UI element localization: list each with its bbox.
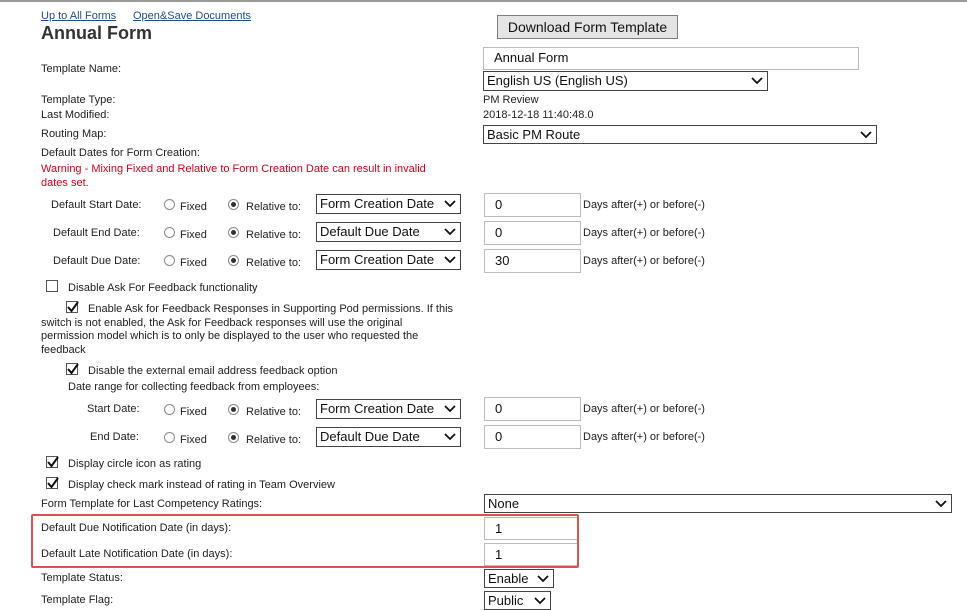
end-relative-value: Default Due Date: [320, 224, 420, 239]
chevron-down-icon: [444, 431, 456, 443]
date-range-heading: Date range for collecting feedback from employees:: [68, 381, 320, 393]
chevron-down-icon: [444, 403, 456, 415]
end-relative-radio[interactable]: [228, 227, 239, 238]
feedback-end-relative-radio[interactable]: [228, 432, 239, 443]
feedback-start-relative-select[interactable]: [316, 399, 461, 419]
feedback-end-days-input[interactable]: 0: [484, 425, 581, 449]
due-relative-radio[interactable]: [228, 255, 239, 266]
days-label: Days after(+) or before(-): [583, 431, 705, 443]
end-days-input[interactable]: 0: [484, 221, 581, 245]
warning-text-line1: Warning - Mixing Fixed and Relative to Form Creation Date can result in invalid: [41, 163, 426, 175]
feedback-start-relative-radio[interactable]: [228, 404, 239, 415]
relative-to-label: Relative to:: [246, 406, 302, 418]
relative-to-label: Relative to:: [246, 434, 302, 446]
checkmark-icon: [67, 300, 79, 314]
feedback-start-fixed-radio[interactable]: [164, 404, 175, 415]
checkmark-icon: [47, 455, 59, 469]
default-start-date-label: Default Start Date:: [51, 199, 142, 211]
enable-pod-permissions-label-line4: feedback: [41, 344, 86, 356]
highlight-box: [31, 514, 579, 568]
template-status-label: Template Status:: [41, 572, 123, 584]
template-type-value: PM Review: [483, 94, 539, 106]
feedback-start-date-label: Start Date:: [87, 403, 140, 415]
open-save-documents-link[interactable]: Open&Save Documents: [133, 10, 252, 22]
days-label: Days after(+) or before(-): [583, 227, 705, 239]
enable-pod-permissions-label-line2: switch is not enabled, the Ask for Feedback responses will use the original: [41, 317, 403, 329]
competency-template-value: None: [488, 496, 520, 511]
chevron-down-icon: [751, 75, 763, 87]
default-due-date-label: Default Due Date:: [53, 255, 141, 267]
end-fixed-radio[interactable]: [164, 227, 175, 238]
checkmark-icon: [47, 476, 59, 490]
relative-to-label: Relative to:: [246, 229, 302, 241]
circle-icon-rating-checkbox[interactable]: [46, 456, 58, 468]
end-relative-select[interactable]: [316, 222, 461, 242]
routing-map-label: Routing Map:: [41, 128, 107, 140]
feedback-start-relative-value: Form Creation Date: [320, 401, 435, 416]
template-type-label: Template Type:: [41, 94, 116, 106]
check-mark-rating-checkbox[interactable]: [46, 477, 58, 489]
page-title: Annual Form: [41, 23, 152, 43]
late-notification-label: Default Late Notification Date (in days):: [41, 548, 233, 560]
days-label: Days after(+) or before(-): [583, 403, 705, 415]
chevron-down-icon: [534, 595, 546, 607]
due-fixed-radio[interactable]: [164, 255, 175, 266]
fixed-label: Fixed: [180, 434, 207, 446]
template-flag-select[interactable]: [484, 591, 551, 610]
feedback-end-date-label: End Date:: [90, 431, 139, 443]
chevron-down-icon: [444, 198, 456, 210]
template-name-label: Template Name:: [41, 63, 122, 75]
late-notification-input[interactable]: 1: [484, 543, 578, 566]
start-relative-value: Form Creation Date: [320, 196, 435, 211]
relative-to-label: Relative to:: [246, 257, 302, 269]
download-template-button[interactable]: Download Form Template: [497, 15, 678, 39]
language-select-value: English US (English US): [487, 73, 628, 88]
chevron-down-icon: [860, 129, 872, 141]
disable-ask-feedback-label: Disable Ask For Feedback functionality: [68, 282, 258, 294]
due-days-input[interactable]: 30: [484, 249, 581, 273]
chevron-down-icon: [444, 254, 456, 266]
routing-map-select[interactable]: [483, 125, 877, 144]
feedback-end-relative-value: Default Due Date: [320, 429, 420, 444]
due-relative-value: Form Creation Date: [320, 252, 435, 267]
checkmark-icon: [67, 362, 79, 376]
up-to-all-forms-link[interactable]: Up to All Forms: [41, 10, 117, 22]
relative-to-label: Relative to:: [246, 201, 302, 213]
feedback-end-relative-select[interactable]: [316, 427, 461, 447]
fixed-label: Fixed: [180, 229, 207, 241]
template-flag-value: Public: [488, 593, 524, 608]
start-relative-radio[interactable]: [228, 199, 239, 210]
feedback-start-days-input[interactable]: 0: [484, 397, 581, 421]
default-dates-heading: Default Dates for Form Creation:: [41, 147, 200, 159]
due-notification-label: Default Due Notification Date (in days):: [41, 522, 232, 534]
default-end-date-label: Default End Date:: [53, 227, 140, 239]
template-status-value: Enable: [488, 571, 529, 586]
language-select[interactable]: [483, 71, 768, 91]
fixed-label: Fixed: [180, 201, 207, 213]
routing-map-value: Basic PM Route: [487, 127, 581, 142]
last-modified-label: Last Modified:: [41, 109, 110, 121]
start-days-input[interactable]: 0: [484, 193, 581, 217]
disable-ask-feedback-checkbox[interactable]: [46, 280, 58, 292]
check-mark-rating-label: Display check mark instead of rating in Team Overview: [68, 479, 335, 491]
start-fixed-radio[interactable]: [164, 199, 175, 210]
enable-pod-permissions-label-line1: Enable Ask for Feedback Responses in Supporting Pod permissions. If this: [88, 303, 454, 315]
template-name-input[interactable]: Annual Form: [483, 47, 859, 70]
feedback-end-fixed-radio[interactable]: [164, 432, 175, 443]
competency-template-select[interactable]: [484, 494, 952, 513]
start-relative-select[interactable]: [316, 194, 461, 214]
due-notification-input[interactable]: 1: [484, 517, 578, 540]
warning-text-line2: dates set.: [41, 177, 89, 189]
window-top-border: [0, 0, 967, 2]
days-label: Days after(+) or before(-): [583, 255, 705, 267]
chevron-down-icon: [935, 498, 947, 510]
chevron-down-icon: [537, 573, 549, 585]
enable-pod-permissions-checkbox[interactable]: [66, 301, 78, 313]
due-relative-select[interactable]: [316, 250, 461, 270]
last-modified-value: 2018-12-18 11:40:48.0: [483, 109, 594, 121]
days-label: Days after(+) or before(-): [583, 199, 705, 211]
fixed-label: Fixed: [180, 406, 207, 418]
template-status-select[interactable]: [484, 569, 554, 588]
disable-external-email-checkbox[interactable]: [66, 363, 78, 375]
competency-template-label: Form Template for Last Competency Ratings:: [41, 498, 263, 510]
template-flag-label: Template Flag:: [41, 594, 114, 606]
enable-pod-permissions-label-line3: permission model which is to only be displayed to the user who requested the: [41, 330, 419, 342]
chevron-down-icon: [444, 226, 456, 238]
disable-external-email-label: Disable the external email address feedback option: [88, 365, 338, 377]
circle-icon-rating-label: Display circle icon as rating: [68, 458, 202, 470]
fixed-label: Fixed: [180, 257, 207, 269]
